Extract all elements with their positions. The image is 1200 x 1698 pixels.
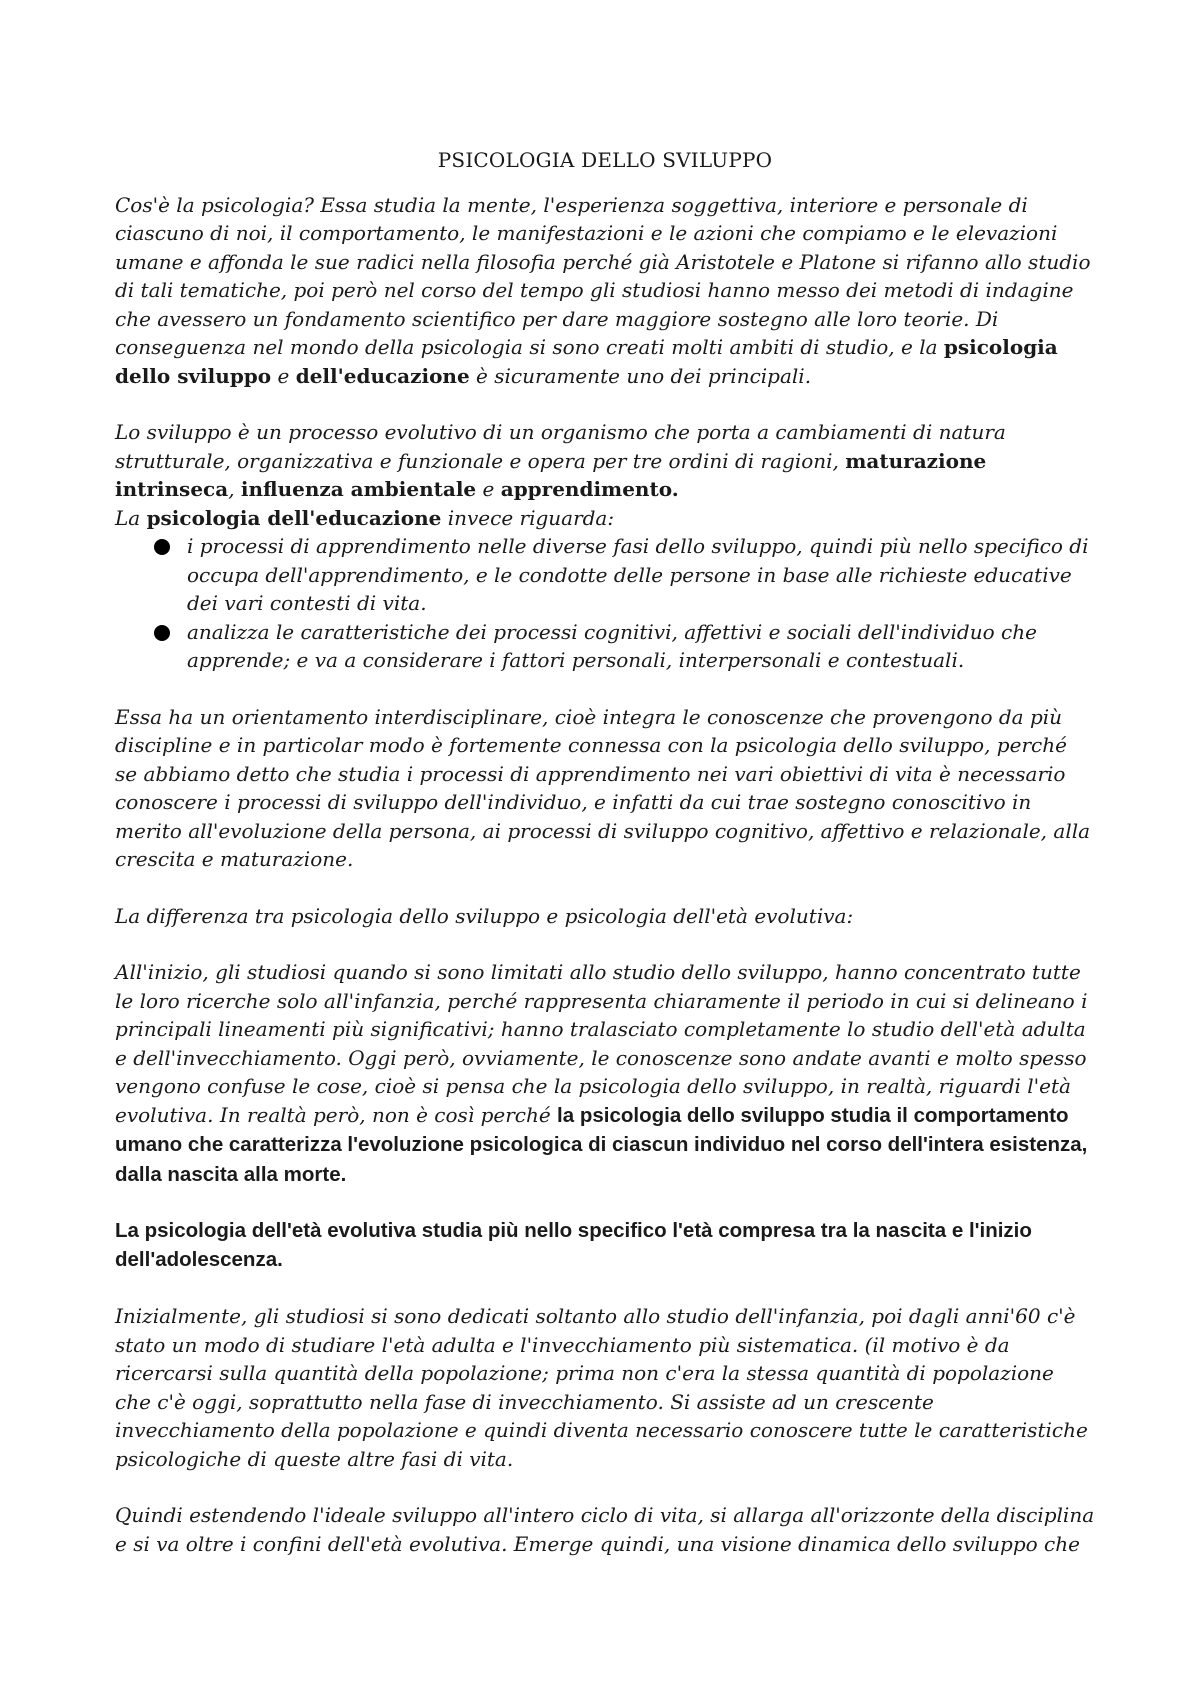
list-item <box>115 618 1095 675</box>
paragraph-sviluppo <box>115 418 1095 504</box>
page-title: PSICOLOGIA DELLO SVILUPPO <box>437 148 773 172</box>
paragraph-differenza: La differenza tra psicologia dello sviluppo e psicologia dell'età evolutiva: <box>115 903 854 928</box>
educazione-lead: La <box>115 505 147 530</box>
paragraph-quindi: Quindi estendendo l'ideale sviluppo all'intero ciclo di vita, si allarga all'orizzonte della disciplina e si va oltre i confini dell'età evolutiva. Emerge quindi, una visione dinamica dello sviluppo che <box>115 1503 1095 1556</box>
bullet-icon <box>154 625 170 641</box>
bullet-list <box>115 532 1095 675</box>
bold-maturazione: maturazione intrinseca <box>115 448 987 501</box>
paragraph-eta-evolutiva: La psicologia dell'età evolutiva studia più nello specifico l'età compresa tra la nascita e l'inizio dell'adolescenza. <box>115 1219 1032 1271</box>
educazione-end: invece riguarda: <box>441 505 615 530</box>
sviluppo-text: Lo sviluppo è un processo evolutivo di un organismo che porta a cambiamenti di natura strutturale, organizzativa e funzionale e opera per tre ordini di ragioni, <box>115 420 1006 473</box>
bold-psicologia-educazione: psicologia dell'educazione <box>146 505 442 530</box>
inizio-text: All'inizio, gli studiosi quando si sono limitati allo studio dello sviluppo, hanno concentrato tutte le loro ricerche solo all'infanzia, perché rappresenta chiaramente il periodo in cui si delineano i principali lineamenti più significativi; hanno tralasciato completamente lo studio dell'età adulta e dell'invecchiamento. Oggi però, ovviamente, le conoscenze sono andate avanti e molto spesso vengono confuse le cose, cioè si pensa che la psicologia dello sviluppo, in realtà, riguardi l'età evolutiva. In realtà però, non è così perché <box>115 960 1088 1127</box>
bold-apprendimento: apprendimento. <box>500 477 679 501</box>
document-body <box>115 146 1095 1558</box>
paragraph-inizio <box>115 958 1095 1189</box>
bold-influenza: influenza ambientale <box>240 477 477 501</box>
sviluppo-sep-1: , <box>228 477 241 501</box>
paragraph-interdisciplinare: Essa ha un orientamento interdisciplinare, cioè integra le conoscenze che provengono da più discipline e in particolar modo è fortemente connessa con la psicologia dello sviluppo, perché se abbiamo detto che studia i processi di apprendimento nei vari obiettivi di vita è necessario conoscere i processi di sviluppo dell'individuo, e infatti da cui trae sostegno conoscitivo in merito all'evoluzione della persona, ai processi di sviluppo cognitivo, affettivo e relazionale, alla crescita e maturazione. <box>115 704 1091 871</box>
paragraph-educazione-lead <box>115 504 1095 533</box>
bullet-icon <box>154 539 170 555</box>
bold-definizione-sviluppo: la psicologia dello sviluppo studia il comportamento umano che caratterizza l'evoluzione psicologica di ciascun individuo nel corso dell'intera esistenza, dalla nascita alla morte. <box>115 1103 1088 1186</box>
intro-end: è sicuramente uno dei principali. <box>469 363 812 388</box>
paragraph-intro <box>115 191 1095 391</box>
intro-text: Cos'è la psicologia? Essa studia la mente, l'esperienza soggettiva, interiore e personale di ciascuno di noi, il comportamento, le manifestazioni e le azioni che compiamo e le elevazioni umane e affonda le sue radici nella filosofia perché già Aristotele e Platone si rifanno allo studio di tali tematiche, poi però nel corso del tempo gli studiosi hanno messo dei metodi di indagine che avessero un fondamento scientifico per dare maggiore sostegno alle loro teorie. Di conseguenza nel mondo della psicologia si sono creati molti ambiti di studio, e la <box>115 192 1091 359</box>
sviluppo-sep-2: e <box>476 477 501 501</box>
intro-bold-educazione: dell'educazione <box>295 363 470 388</box>
bullet-text: i processi di apprendimento nelle diverse fasi dello sviluppo, quindi più nello specifico di occupa dell'apprendimento, e le condotte delle persone in base alle richieste educative dei vari contesti di vita. <box>187 534 1089 615</box>
intro-conjunction: e <box>271 363 296 388</box>
paragraph-inizialmente: Inizialmente, gli studiosi si sono dedicati soltanto allo studio dell'infanzia, poi dagli anni'60 c'è stato un modo di studiare l'età adulta e l'invecchiamento più sistematica. (il motivo è da ricercarsi sulla quantità della popolazione; prima non c'era la stessa quantità di popolazione che c'è oggi, soprattutto nella fase di invecchiamento. Si assiste ad un crescente invecchiamento della popolazione e quindi diventa necessario conoscere tutte le caratteristiche psicologiche di queste altre fasi di vita. <box>115 1304 1088 1471</box>
list-item <box>115 532 1095 618</box>
bullet-text: analizza le caratteristiche dei processi cognitivi, affettivi e sociali dell'individuo che apprende; e va a considerare i fattori personali, interpersonali e contestuali. <box>187 619 1037 672</box>
intro-bold-sviluppo: psicologia dello sviluppo <box>115 335 1058 388</box>
